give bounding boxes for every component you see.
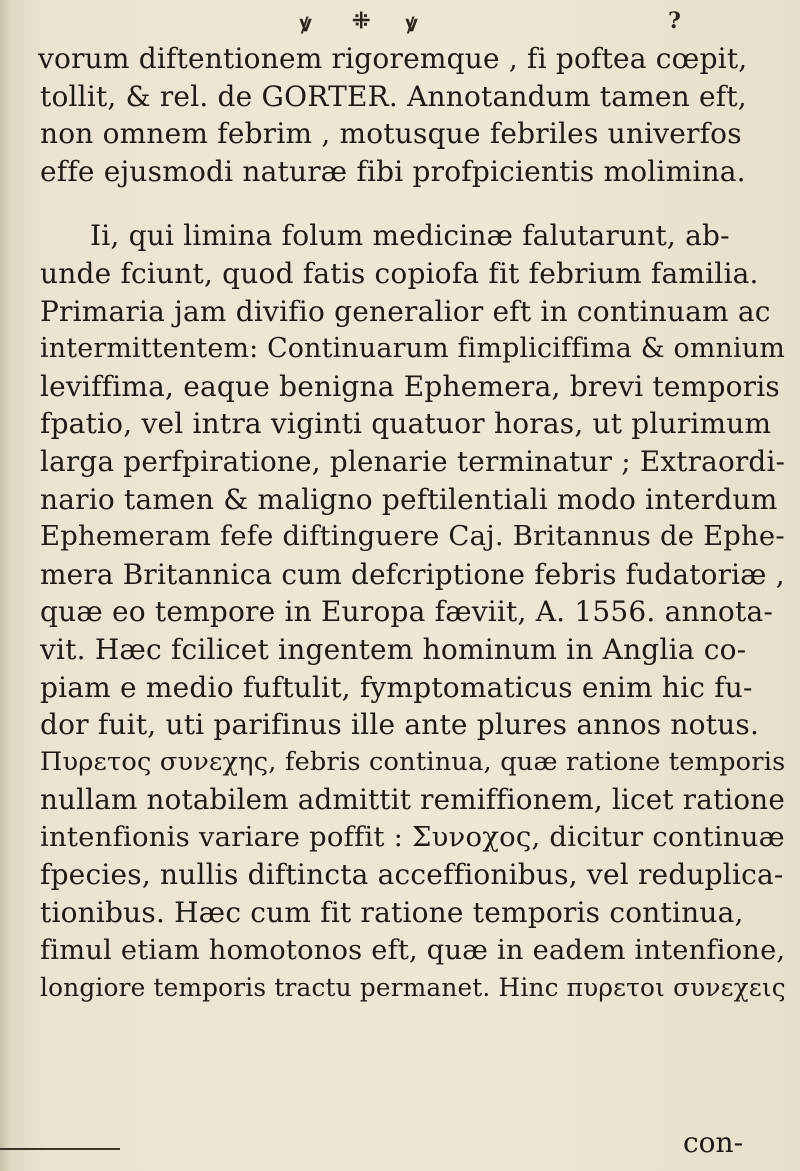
paragraph-1: [40, 40, 785, 190]
text-line: tollit, & rel. de GORTER. Annotandum tamen eft,: [40, 79, 747, 113]
text-line: mera Britannica cum defcriptione febris fudatoriæ ,: [40, 557, 785, 591]
text-line: dor fuit, uti parifinus ille ante plures annos notus.: [40, 708, 760, 742]
text-line: Ii, qui limina folum medicinæ falutarunt, ab-: [90, 219, 730, 253]
text-line: longiore temporis tractu permanet. Hinc πυρετοι συνεχεις: [40, 973, 786, 1003]
header-ornaments: [0, 4, 800, 38]
text-line: nullam notabilem admittit remiffionem, licet ratione: [40, 783, 785, 817]
text-line: quæ eo tempore in Europa fæviit, A. 1556. annota-: [40, 595, 774, 629]
ornament-glyph: ꝟ: [300, 11, 312, 37]
catchword: con-: [683, 1126, 744, 1159]
page-mark: ?: [668, 8, 681, 34]
text-line: vit. Hæc fcilicet ingentem hominum in Anglia co-: [40, 632, 747, 666]
text-line: fpatio, vel intra viginti quatuor horas, ut plurimum: [40, 407, 772, 441]
text-line: Primaria jam divifio generalior eft in continuam ac: [40, 294, 771, 328]
text-line: fimul etiam homotonos eft, quæ in eadem intenfione,: [40, 934, 786, 966]
text-line: effe ejusmodi naturæ fibi profpicientis molimina.: [40, 154, 746, 188]
paragraph-2: [40, 217, 785, 1006]
paragraph-gap: [40, 190, 785, 217]
text-line: unde fciunt, quod fatis copiofa fit febrium familia.: [40, 256, 759, 290]
ornament-glyph: ꝟ: [406, 11, 418, 37]
bottom-edge-rule: [0, 1148, 120, 1150]
text-line: vorum diftentionem rigoremque , fi poftea cœpit,: [38, 42, 748, 75]
page-edge-shadow: [0, 0, 10, 1171]
text-line: intenfionis variare poffit : Συνοχος, dicitur continuæ: [40, 820, 785, 853]
text-line: piam e medio fuftulit, fymptomaticus enim hic fu-: [40, 670, 753, 704]
text-line: non omnem febrim , motusque febriles univerfos: [40, 117, 742, 151]
text-line: tionibus. Hæc cum fit ratione temporis continua,: [40, 896, 744, 930]
ornament-glyph: ⁜: [352, 8, 371, 34]
text-line: intermittentem: Continuarum fimpliciffima & omnium: [40, 333, 785, 365]
text-line: Πυρετος συνεχης, febris continua, quæ ratione temporis: [40, 746, 786, 777]
text-line: Ephemeram fefe diftinguere Caj. Britannus de Ephe-: [40, 521, 785, 553]
body-text: [40, 40, 785, 1007]
text-line: leviffima, eaque benigna Ephemera, brevi temporis: [40, 369, 780, 403]
text-line: fpecies, nullis diftincta acceffionibus, vel reduplica-: [40, 858, 784, 892]
text-line: nario tamen & maligno peftilentiali modo interdum: [40, 482, 778, 516]
text-line: larga perfpiratione, plenarie terminatur ; Extraordi-: [40, 444, 786, 478]
